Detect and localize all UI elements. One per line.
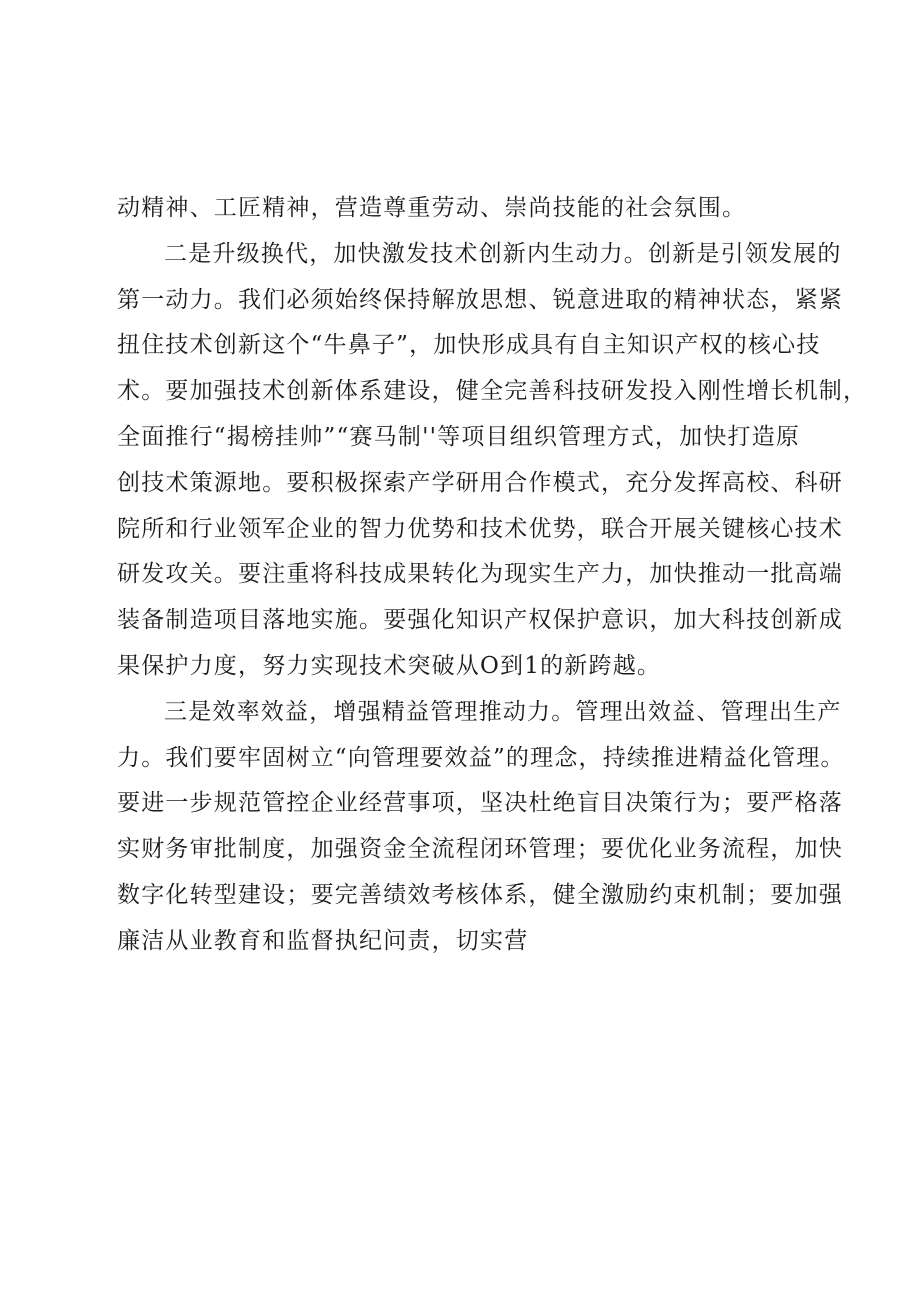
document-body	[117, 186, 868, 965]
text-line: 创技术策源地。要积极探索产学研用合作模式，充分发挥高校、科研	[117, 469, 843, 496]
text-line: 研发攻关。要注重将科技成果转化为现实生产力，加快推动一批高端	[117, 561, 843, 588]
text-line: 廉洁从业教育和监督执纪问责，切实营	[117, 927, 529, 954]
text-line: 力。我们要牢固树立“向管理要效益”的理念，持续推进精益化管理。	[117, 744, 845, 771]
paragraph-1	[117, 186, 817, 232]
text-line: 要进一步规范管控企业经营事项，坚决杜绝盲目决策行为；要严格落	[117, 790, 843, 817]
text-line: 全面推行“揭榜挂帅”“赛马制''等项目组织管理方式，加快打造原	[117, 423, 801, 450]
paragraph-2	[117, 232, 868, 690]
text-line: 扭住技术创新这个“牛鼻子”，加快形成具有自主知识产权的核心技	[117, 332, 821, 359]
paragraph-3	[117, 690, 845, 965]
text-line: 术。要加强技术创新体系建设，健全完善科技研发投入刚性增长机制，	[117, 378, 868, 405]
text-line: 实财务审批制度，加强资金全流程闭环管理；要优化业务流程，加快	[117, 836, 843, 863]
text-line: 二是升级换代，加快激发技术创新内生动力。创新是引领发展的	[164, 240, 842, 267]
text-line: 果保护力度，努力实现技术突破从O到1的新跨越。	[117, 652, 662, 679]
text-line: 第一动力。我们必须始终保持解放思想、锐意进取的精神状态，紧紧	[117, 286, 843, 313]
text-line: 院所和行业领军企业的智力优势和技术优势，联合开展关键核心技术	[117, 515, 843, 542]
text-line: 数字化转型建设；要完善绩效考核体系，健全激励约束机制；要加强	[117, 881, 843, 908]
text-line: 三是效率效益，增强精益管理推动力。管理出效益、管理出生产	[164, 698, 842, 725]
text-line: 动精神、工匠精神，营造尊重劳动、崇尚技能的社会氛围。	[117, 195, 747, 221]
text-line: 装备制造项目落地实施。要强化知识产权保护意识，加大科技创新成	[117, 607, 843, 634]
